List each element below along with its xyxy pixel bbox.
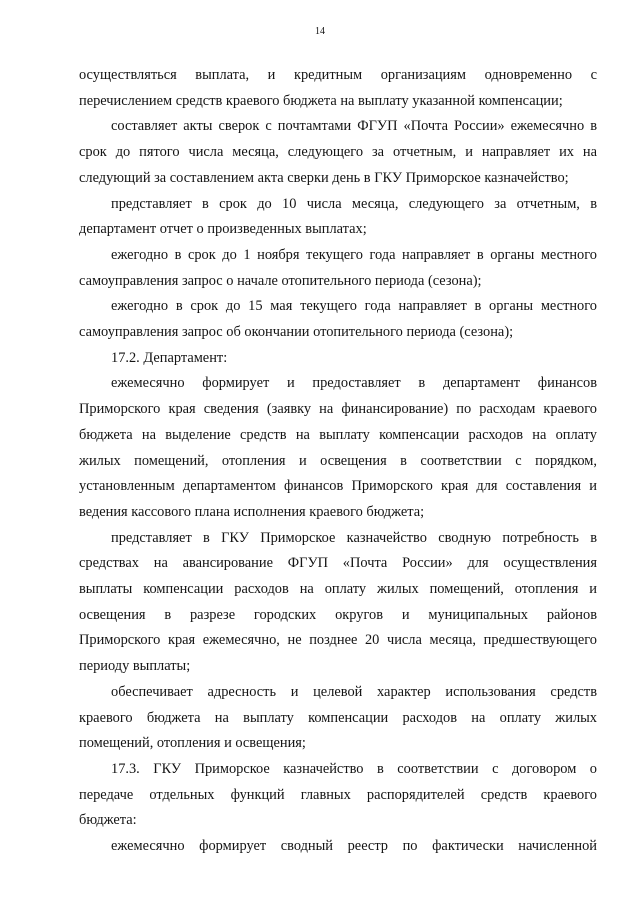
paragraph-line: представляет в ГКУ Приморское казначейство сводную потребность в (111, 529, 597, 546)
paragraph-line: бюджета на выделение средств на выплату компенсации расходов на оплату (79, 426, 597, 443)
paragraph-line: краевого бюджета на выплату компенсации расходов на оплату жилых (79, 709, 597, 726)
paragraph-line: помещений, отопления и освещения; (79, 735, 306, 752)
paragraph-line: перечислением средств краевого бюджета на выплату указанной компенсации; (79, 92, 563, 109)
page-number: 14 (315, 26, 325, 37)
paragraph-line: бюджета: (79, 812, 137, 829)
paragraph-line: освещения в разрезе городских округов и муниципальных районов (79, 606, 597, 623)
paragraph-line: срок до пятого числа месяца, следующего за отчетным, и направляет их на (79, 144, 597, 161)
paragraph-line: передаче отдельных функций главных распорядителей средств краевого (79, 786, 597, 803)
paragraph-line: ежегодно в срок до 1 ноября текущего года направляет в органы местного (111, 246, 597, 263)
paragraph-line: выплаты компенсации расходов на оплату жилых помещений, отопления и (79, 581, 597, 598)
paragraph-line: Приморского края ежемесячно, не позднее 20 числа месяца, предшествующего (79, 632, 597, 649)
paragraph-line: периоду выплаты; (79, 658, 191, 675)
paragraph-line: жилых помещений, отопления и освещения в соответствии с порядком, (79, 452, 597, 469)
paragraph-line: Приморского края сведения (заявку на финансирование) по расходам краевого (79, 401, 597, 418)
paragraph-line: следующий за составлением акта сверки день в ГКУ Приморское казначейство; (79, 169, 569, 186)
document-body (79, 63, 597, 860)
paragraph-line: обеспечивает адресность и целевой характер использования средств (111, 683, 597, 700)
paragraph-line: представляет в срок до 10 числа месяца, следующего за отчетным, в (111, 195, 597, 212)
paragraph-line: средствах на авансирование ФГУП «Почта России» для осуществления (79, 555, 597, 572)
paragraph-line: самоуправления запрос об окончании отопительного периода (сезона); (79, 324, 514, 341)
paragraph-line: осуществляться выплата, и кредитным организациям одновременно с (79, 67, 597, 83)
paragraph-line: самоуправления запрос о начале отопительного периода (сезона); (79, 272, 482, 289)
paragraph-line: департамент отчет о произведенных выплатах; (79, 221, 367, 238)
paragraph-line: установленным департаментом финансов Приморского края для составления и (79, 478, 597, 495)
paragraph-line: ежемесячно формирует сводный реестр по фактически начисленной (111, 838, 597, 855)
paragraph-line: 17.2. Департамент: (111, 349, 228, 366)
paragraph-line: ежегодно в срок до 15 мая текущего года направляет в органы местного (111, 298, 597, 315)
paragraph-line: 17.3. ГКУ Приморское казначейство в соответствии с договором о (111, 760, 597, 777)
paragraph-line: ведения кассового плана исполнения краевого бюджета; (79, 503, 425, 520)
paragraph-line: ежемесячно формирует и предоставляет в департамент финансов (111, 375, 597, 392)
paragraph-line: составляет акты сверок с почтамтами ФГУП «Почта России» ежемесячно в (111, 118, 597, 135)
